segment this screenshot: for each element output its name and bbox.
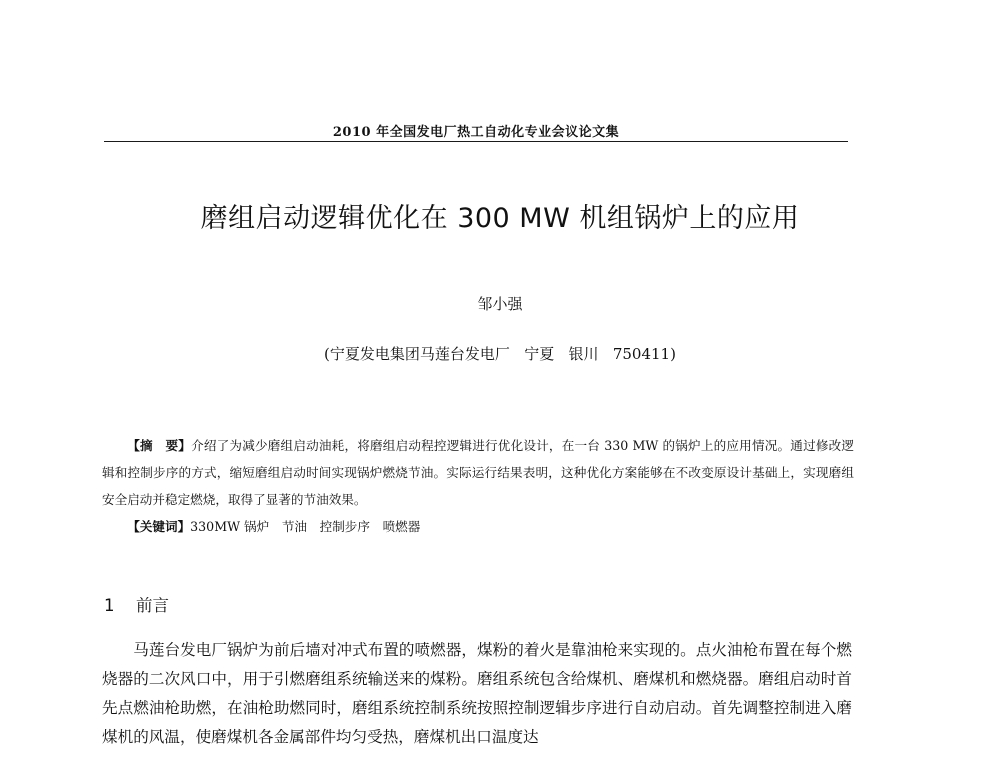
author-name: 邹小强 (477, 295, 523, 313)
paper-title: 磨组启动逻辑优化在 300 MW 机组锅炉上的应用 (200, 203, 800, 234)
section-number: 1 (104, 596, 115, 615)
section-heading (104, 592, 169, 616)
abstract-block (102, 432, 854, 540)
keywords-paragraph (102, 513, 854, 540)
keywords-label: 【关键词】 (127, 519, 191, 534)
header-rule (104, 141, 848, 142)
body-text (102, 636, 852, 752)
author-affiliation: (宁夏发电集团马莲台发电厂 宁夏 银川 750411) (324, 345, 676, 363)
abstract-text: 介绍了为减少磨组启动油耗，将磨组启动程控逻辑进行优化设计，在一台 330 MW 的锅炉上的应用情况。通过修改逻辑和控制步序的方式，缩短磨组启动时间实现锅炉燃烧节油。实际运行结果表明，这种优化方案能够在不改变原设计基础上，实现磨组安全启动并稳定燃烧，取得了显著的节油效果。 (102, 438, 855, 507)
keywords-text: 330MW 锅炉 节油 控制步序 喷燃器 (190, 519, 421, 534)
body-paragraph: 马莲台发电厂锅炉为前后墙对冲式布置的喷燃器，煤粉的着火是靠油枪来实现的。点火油枪布置在每个燃烧器的二次风口中，用于引燃磨组系统输送来的煤粉。磨组系统包含给煤机、磨煤机和燃烧器。磨组启动时首先点燃油枪助燃，在油枪助燃同时，磨组系统控制系统按照控制逻辑步序进行自动启动。首先调整控制进入磨煤机的风温，使磨煤机各金属部件均匀受热，磨煤机出口温度达 (102, 641, 852, 746)
abstract-label: 【摘 要】 (127, 438, 192, 453)
running-header: 2010 年全国发电厂热工自动化专业会议论文集 (332, 125, 620, 140)
section-title: 前言 (136, 596, 169, 615)
abstract-paragraph (102, 432, 854, 513)
